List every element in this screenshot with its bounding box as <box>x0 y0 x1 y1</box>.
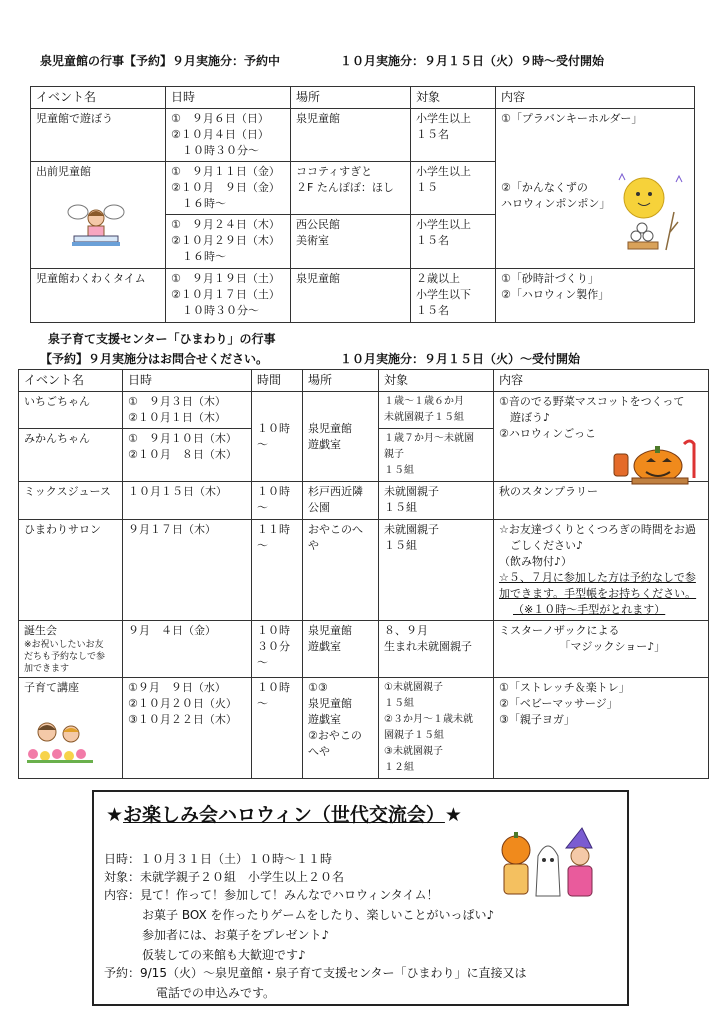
event-content <box>494 520 709 621</box>
event-name: みかんちゃん <box>19 429 123 482</box>
event-datetime: ① ９月３日（木） ②１０月１日（木） <box>123 392 252 429</box>
halloween-content-detail: お菓子 BOX を作ったりゲームをしたり、楽しいことがいっぱい♪ <box>142 908 495 922</box>
event-datetime: ① ９月２４日（木） ②１０月２９日（木） １６時～ <box>166 215 291 269</box>
event-target: ２歳以上 小学生以下 １５名 <box>411 269 496 323</box>
col-header-place: 場所 <box>291 87 411 109</box>
event-time: １０時 ～ <box>252 392 303 482</box>
col-header-event: イベント名 <box>31 87 166 109</box>
event-content: 秋のスタンプラリー <box>494 482 709 520</box>
table-row <box>19 621 709 678</box>
event-target: １歳～１歳６か月 未就園親子１５組 <box>379 392 494 429</box>
event-content-text: ☆お友達づくりとくつろぎの時間をお過 ごしください♪ <box>499 523 696 552</box>
event-content <box>494 392 709 482</box>
event-name-text: 子育て講座 <box>24 681 79 694</box>
event-place: 泉児童館 <box>291 269 411 323</box>
pumpkin-sweets-illustration <box>612 436 700 486</box>
event-place: 泉児童館 <box>291 109 411 162</box>
header2-right: １０月実施分：９月１５日（火）～受付開始 <box>340 352 581 366</box>
table-row <box>19 392 709 429</box>
star-icon: ★ <box>444 804 462 826</box>
col-header-target: 対象 <box>379 370 494 392</box>
event-content: ①「プラバンキーホルダー」 <box>496 109 695 162</box>
child-drawing-illustration <box>66 202 126 250</box>
header2-title: 泉子育て支援センター「ひまわり」の行事 <box>48 332 276 346</box>
event-content-text: （飲み物付♪） <box>499 555 573 568</box>
event-datetime: １０月１５日（木） <box>123 482 252 520</box>
event-datetime: ① ９月６日（日） ②１０月４日（日） １０時３０分～ <box>166 109 291 162</box>
header1-left: 泉児童館の行事【予約】９月実施分：予約中 <box>40 54 281 68</box>
event-content: ミスターノザックによる 「マジックショー♪」 <box>494 621 709 678</box>
event-place: 西公民館 美術室 <box>291 215 411 269</box>
event-datetime: ① ９月１０日（木） ②１０月 ８日（木） <box>123 429 252 482</box>
moon-dango-illustration <box>614 172 684 254</box>
event-content-text: ②「かんなくずの ハロウィンポンポン」 <box>501 180 611 210</box>
halloween-content: 内容：見て！作って！参加して！みんなでハロウィンタイム！ <box>104 888 439 902</box>
event-target: １歳７か月～未就園 親子 １５組 <box>379 429 494 482</box>
halloween-target: 対象：未就学親子２０組 小学生以上２０名 <box>104 870 345 884</box>
halloween-reservation: 予約：9/15（火）～泉児童館・泉子育て支援センター「ひまわり」に直接又は <box>104 966 527 980</box>
table-izumi-jidoukan <box>30 86 695 323</box>
event-datetime: ①９月 ９日（水） ②１０月２０日（火） ③１０月２２日（木） <box>123 678 252 779</box>
table-row <box>31 109 695 162</box>
event-name <box>19 621 123 678</box>
event-name <box>19 678 123 779</box>
halloween-title <box>106 800 462 827</box>
halloween-datetime: 日時：１０月３１日（土）１０時～１１時 <box>104 852 333 866</box>
event-target: 未就園親子 １５組 <box>379 520 494 621</box>
header1-right: １０月実施分：９月１５日（火）９時～受付開始 <box>340 54 605 68</box>
parent-child-flowers-illustration <box>25 718 95 764</box>
event-content <box>496 162 695 269</box>
table-row <box>31 269 695 323</box>
event-target: 未就園親子 １５組 <box>379 482 494 520</box>
event-content: ①「砂時計づくり」 ②「ハロウィン製作」 <box>496 269 695 323</box>
event-datetime: ９月 ４日（金） <box>123 621 252 678</box>
event-place: 杉戸西近隣 公園 <box>303 482 379 520</box>
col-header-content: 内容 <box>494 370 709 392</box>
event-content: ①「ストレッチ＆楽トレ」 ②「ベビーマッサージ」 ③「親子ヨガ」 <box>494 678 709 779</box>
event-place: ココティすぎと ２F たんぽぽ：ほし <box>291 162 411 215</box>
event-name-text: 誕生会 <box>24 624 57 637</box>
event-name <box>31 162 166 269</box>
halloween-content-detail: 仮装しての来館も大歓迎です♪ <box>142 948 306 962</box>
col-header-content: 内容 <box>496 87 695 109</box>
event-place: 泉児童館 遊戯室 <box>303 621 379 678</box>
halloween-content-detail: 参加者には、お菓子をプレゼント♪ <box>142 928 330 942</box>
event-target: 小学生以上 １５名 <box>411 109 496 162</box>
event-place: おやこのへや <box>303 520 379 621</box>
table-row <box>19 678 709 779</box>
table-row <box>19 520 709 621</box>
event-target: 小学生以上 １５ <box>411 162 496 215</box>
event-name: ミックスジュース <box>19 482 123 520</box>
col-header-datetime: 日時 <box>123 370 252 392</box>
halloween-event-box <box>92 790 629 1006</box>
event-name: 児童館わくわくタイム <box>31 269 166 323</box>
event-time: １０時 ～ <box>252 482 303 520</box>
table-row <box>31 162 695 215</box>
col-header-place: 場所 <box>303 370 379 392</box>
table-row <box>19 482 709 520</box>
event-place: ①③ 泉児童館 遊戯室 ②おやこの へや <box>303 678 379 779</box>
star-icon: ★ <box>106 804 124 826</box>
col-header-time: 時間 <box>252 370 303 392</box>
halloween-reservation-detail: 電話での申込みです。 <box>156 986 276 1000</box>
event-target: 小学生以上 １５名 <box>411 215 496 269</box>
col-header-datetime: 日時 <box>166 87 291 109</box>
event-content-text: ①音のでる野菜マスコットをつくって 遊ぼう♪ <box>499 395 685 424</box>
header2-left: 【予約】９月実施分はお問合せください。 <box>40 352 269 366</box>
col-header-event: イベント名 <box>19 370 123 392</box>
event-name: 児童館で遊ぼう <box>31 109 166 162</box>
event-target: ①未就園親子 １５組 ②３か月～１歳未就 園親子１５組 ③未就園親子 １２組 <box>379 678 494 779</box>
event-content-text: ②ハロウィンごっこ <box>499 427 596 440</box>
event-content-text: （※１０時～手型がとれます） <box>513 603 666 616</box>
event-time: １１時 ～ <box>252 520 303 621</box>
event-place: 泉児童館 遊戯室 <box>303 392 379 482</box>
event-datetime: ① ９月１１日（金） ②１０月 ９日（金） １６時～ <box>166 162 291 215</box>
event-datetime: ① ９月１９日（土） ②１０月１７日（土） １０時３０分～ <box>166 269 291 323</box>
event-name-text: 出前児童館 <box>36 165 91 178</box>
event-target: ８、９月 生まれ未就園親子 <box>379 621 494 678</box>
event-datetime: ９月１７日（木） <box>123 520 252 621</box>
event-time: １０時 ３０分 ～ <box>252 621 303 678</box>
halloween-title-text: お楽しみ会ハロウィン（世代交流会） <box>123 804 445 826</box>
event-name: いちごちゃん <box>19 392 123 429</box>
event-content-text: ☆５、７月に参加した方は予約なしで参 加できます。手型帳をお持ちください。 <box>499 571 697 600</box>
event-time: １０時 ～ <box>252 678 303 779</box>
col-header-target: 対象 <box>411 87 496 109</box>
event-note: ※お祝いしたいお友 だちも予約なしで参 加できます <box>24 640 106 674</box>
event-name: ひまわりサロン <box>19 520 123 621</box>
halloween-costume-kids-illustration <box>494 826 600 906</box>
table-himawari-center <box>18 369 709 779</box>
